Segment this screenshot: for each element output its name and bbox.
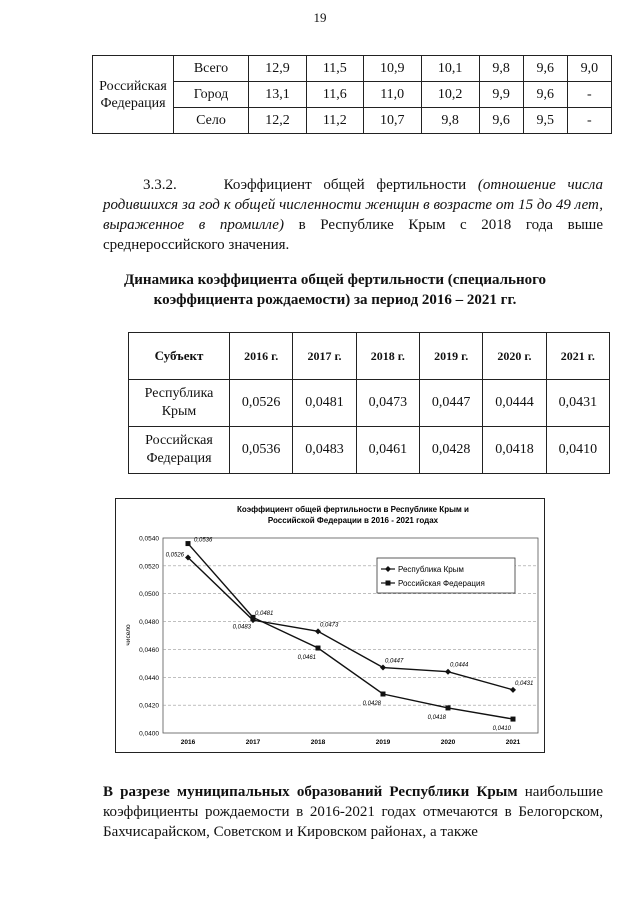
table-header-row xyxy=(129,333,610,380)
legend-label-russia: Российская Федерация xyxy=(398,579,485,588)
value-cell: 10,7 xyxy=(363,108,421,134)
section-number: 3.3.2. xyxy=(143,177,177,193)
value-cell: 0,0483 xyxy=(293,427,356,474)
data-label: 0,0431 xyxy=(515,680,534,687)
closing-text: наибольшие коэффициенты рождаемости в 2016-2021 годах отмечаются в Белогорском, Бахчисарайском, Советском и Кировском районах, а также xyxy=(103,784,603,840)
value-cell: 0,0428 xyxy=(419,427,482,474)
section-definition: (отношение числа родившихся за год к общей численности женщин в возрасте от 15 до 49 лет, выраженное в промилле) xyxy=(103,177,604,233)
value-cell: 9,6 xyxy=(523,56,567,82)
table-row xyxy=(129,427,610,474)
data-point-russia xyxy=(251,615,256,620)
legend-label-crimea: Республика Крым xyxy=(398,565,464,574)
value-cell: - xyxy=(567,82,611,108)
y-tick-label: 0,0500 xyxy=(139,591,159,599)
y-tick-label: 0,0460 xyxy=(139,646,159,654)
data-point-russia xyxy=(186,541,191,546)
value-cell: 11,2 xyxy=(306,108,363,134)
value-cell: 11,5 xyxy=(306,56,363,82)
chart-title-line-2: Российской Федерации в 2016 - 2021 годах xyxy=(267,516,439,525)
data-label: 0,0526 xyxy=(165,552,184,559)
data-point-russia xyxy=(381,692,386,697)
value-cell: 11,0 xyxy=(363,82,421,108)
value-cell: 9,8 xyxy=(479,56,523,82)
value-cell: 10,1 xyxy=(421,56,479,82)
value-cell: 0,0447 xyxy=(419,380,482,427)
value-cell: 0,0473 xyxy=(356,380,419,427)
data-label: 0,0483 xyxy=(232,624,251,631)
value-cell: - xyxy=(567,108,611,134)
value-cell: 0,0526 xyxy=(230,380,293,427)
category-cell: Село xyxy=(174,108,249,134)
value-cell: 0,0481 xyxy=(293,380,356,427)
square-marker-icon xyxy=(386,581,391,586)
x-tick-label: 2017 xyxy=(245,739,261,746)
y-tick-label: 0,0420 xyxy=(139,702,159,710)
category-cell: Всего xyxy=(174,56,249,82)
data-label: 0,0418 xyxy=(427,714,446,721)
closing-paragraph xyxy=(103,782,603,842)
column-header: 2016 г. xyxy=(230,333,293,380)
value-cell: 12,9 xyxy=(249,56,307,82)
x-tick-label: 2020 xyxy=(440,739,456,746)
x-tick-label: 2018 xyxy=(310,739,326,746)
column-header: Субъект xyxy=(129,333,230,380)
region-cell: Российская Федерация xyxy=(93,56,174,134)
data-label: 0,0444 xyxy=(450,662,469,669)
table-title: Динамика коэффициента общей фертильности (специального коэффициента рождаемости) за период 2016 – 2021 гг. xyxy=(123,272,547,308)
value-cell: 10,9 xyxy=(363,56,421,82)
value-cell: 9,5 xyxy=(523,108,567,134)
y-tick-label: 0,0540 xyxy=(139,535,159,543)
fertility-chart xyxy=(115,498,545,753)
value-cell: 0,0444 xyxy=(483,380,546,427)
data-label: 0,0461 xyxy=(297,655,316,662)
subject-cell: Российская Федерация xyxy=(129,427,230,474)
value-cell: 11,6 xyxy=(306,82,363,108)
value-cell: 0,0431 xyxy=(546,380,609,427)
y-tick-label: 0,0400 xyxy=(139,730,159,738)
x-tick-label: 2019 xyxy=(375,739,391,746)
table-row xyxy=(93,56,612,82)
table-row xyxy=(129,380,610,427)
value-cell: 9,6 xyxy=(479,108,523,134)
column-header: 2019 г. xyxy=(419,333,482,380)
section-lead: Коэффициент общей фертильности xyxy=(223,177,467,193)
section-tail: в Республике Крым с 2018 года выше среднероссийского значения. xyxy=(103,217,604,253)
birth-rate-table xyxy=(92,55,612,134)
y-tick-label: 0,0520 xyxy=(139,563,159,571)
value-cell: 0,0536 xyxy=(230,427,293,474)
value-cell: 9,0 xyxy=(567,56,611,82)
y-axis-label: чисело xyxy=(125,624,132,646)
value-cell: 0,0418 xyxy=(483,427,546,474)
page-number: 19 xyxy=(313,10,327,25)
column-header: 2021 г. xyxy=(546,333,609,380)
value-cell: 9,8 xyxy=(421,108,479,134)
value-cell: 9,9 xyxy=(479,82,523,108)
data-point-russia xyxy=(511,717,516,722)
data-label: 0,0410 xyxy=(492,726,511,733)
column-header: 2017 г. xyxy=(293,333,356,380)
x-tick-label: 2016 xyxy=(180,739,196,746)
fertility-table xyxy=(128,332,610,474)
y-tick-label: 0,0480 xyxy=(139,619,159,627)
value-cell: 9,6 xyxy=(523,82,567,108)
value-cell: 0,0461 xyxy=(356,427,419,474)
value-cell: 0,0410 xyxy=(546,427,609,474)
data-label: 0,0481 xyxy=(255,611,274,618)
y-tick-label: 0,0440 xyxy=(139,674,159,682)
chart-title-line-1: Коэффициент общей фертильности в Республике Крым и xyxy=(237,505,469,514)
chart-legend xyxy=(377,558,515,593)
closing-lead: В разрезе муниципальных образований Республики Крым xyxy=(103,784,518,800)
data-label: 0,0428 xyxy=(362,701,381,707)
value-cell: 13,1 xyxy=(249,82,307,108)
value-cell: 10,2 xyxy=(421,82,479,108)
data-label: 0,0536 xyxy=(194,537,213,544)
column-header: 2020 г. xyxy=(483,333,546,380)
data-point-russia xyxy=(316,646,321,651)
data-label: 0,0473 xyxy=(320,622,339,629)
column-header: 2018 г. xyxy=(356,333,419,380)
x-tick-label: 2021 xyxy=(505,739,521,746)
value-cell: 12,2 xyxy=(249,108,307,134)
data-label: 0,0447 xyxy=(385,658,404,665)
section-paragraph xyxy=(103,175,603,255)
category-cell: Город xyxy=(174,82,249,108)
subject-cell: Республика Крым xyxy=(129,380,230,427)
data-point-russia xyxy=(446,705,451,710)
